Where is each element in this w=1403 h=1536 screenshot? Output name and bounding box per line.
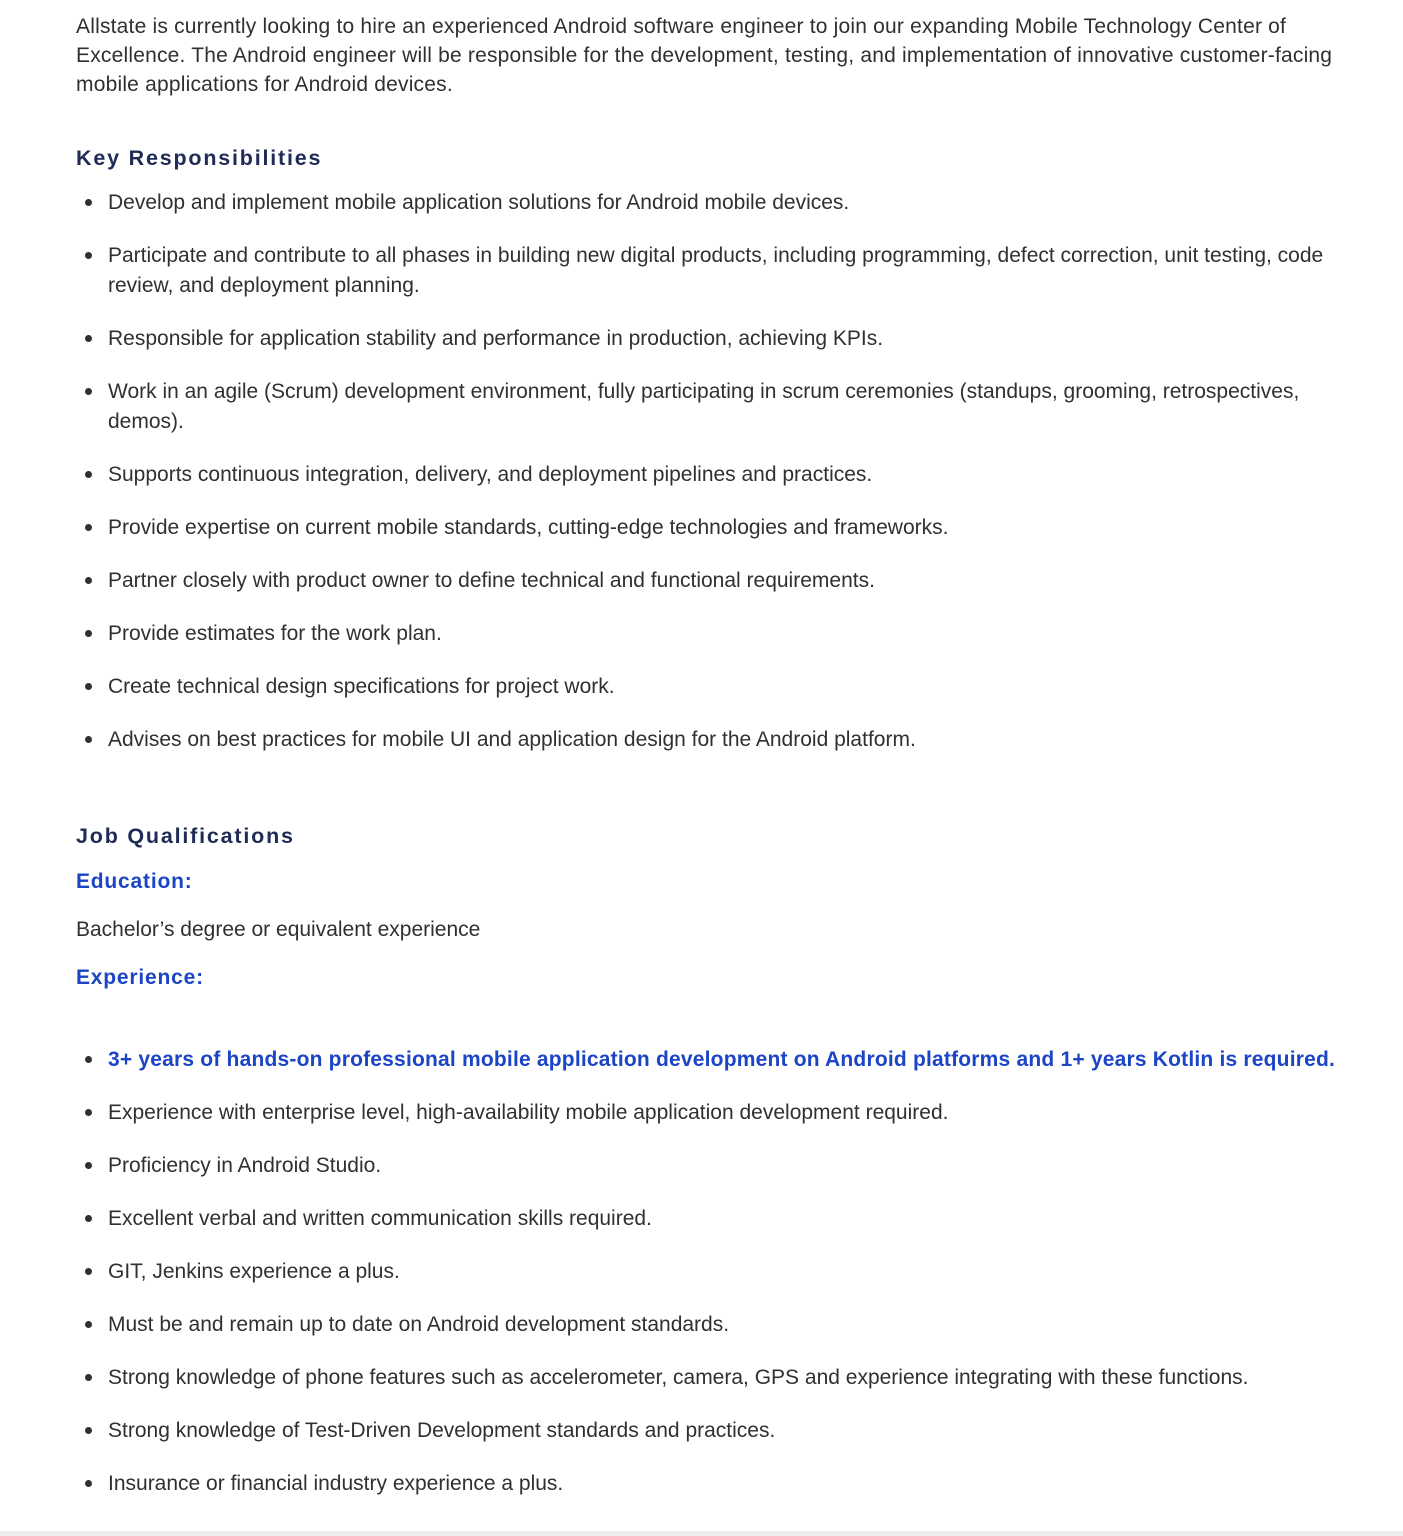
bullet-icon — [85, 683, 92, 690]
section-heading-job-qualifications: Job Qualifications — [76, 824, 295, 848]
bullet-icon — [85, 524, 92, 531]
responsibility-item — [76, 324, 1361, 354]
experience-item — [76, 1469, 1361, 1499]
experience-text: Experience with enterprise level, high-availability mobile application development required. — [108, 1101, 949, 1124]
experience-text: Excellent verbal and written communication skills required. — [108, 1207, 652, 1230]
experience-item — [76, 1151, 1361, 1181]
bullet-icon — [85, 736, 92, 743]
responsibility-item — [76, 188, 1361, 218]
bullet-icon — [85, 471, 92, 478]
bullet-icon — [85, 630, 92, 637]
experience-label: Experience: — [76, 966, 204, 989]
responsibility-text: Advises on best practices for mobile UI and application design for the Android platform. — [108, 728, 916, 751]
experience-item — [76, 1416, 1361, 1446]
responsibility-item — [76, 513, 1361, 543]
bullet-icon — [85, 1480, 92, 1487]
bullet-icon — [85, 1321, 92, 1328]
experience-text: GIT, Jenkins experience a plus. — [108, 1260, 400, 1283]
experience-item — [76, 1098, 1361, 1128]
bullet-icon — [85, 1109, 92, 1116]
responsibility-item — [76, 725, 1361, 755]
experience-list — [76, 1045, 1361, 1499]
experience-text: Strong knowledge of phone features such as accelerometer, camera, GPS and experience integrating with these functions. — [108, 1366, 1249, 1389]
experience-item — [76, 1310, 1361, 1340]
experience-text: Strong knowledge of Test-Driven Development standards and practices. — [108, 1419, 776, 1442]
responsibility-item — [76, 566, 1361, 596]
experience-text: Insurance or financial industry experience a plus. — [108, 1472, 564, 1495]
education-label: Education: — [76, 870, 193, 893]
bullet-icon — [85, 577, 92, 584]
responsibility-text: Partner closely with product owner to define technical and functional requirements. — [108, 569, 875, 592]
bottom-divider — [0, 1531, 1403, 1536]
bullet-icon — [85, 1374, 92, 1381]
bullet-icon — [85, 1056, 92, 1063]
intro-paragraph: Allstate is currently looking to hire an experienced Android software engineer to join our expanding Mobile Technology Center of Excellence. The Android engineer will be responsible for the development, testing, and implementation of innovative customer-facing mobile applications for Android devices. — [76, 15, 1333, 96]
bullet-icon — [85, 1215, 92, 1222]
responsibility-item — [76, 672, 1361, 702]
bullet-icon — [85, 1162, 92, 1169]
bullet-icon — [85, 1427, 92, 1434]
experience-item — [76, 1363, 1361, 1393]
experience-text: 3+ years of hands-on professional mobile application development on Android platforms and 1+ years Kotlin is required. — [108, 1048, 1336, 1071]
bullet-icon — [85, 388, 92, 395]
responsibility-text: Supports continuous integration, delivery, and deployment pipelines and practices. — [108, 463, 873, 486]
responsibility-item — [76, 377, 1361, 437]
experience-text: Proficiency in Android Studio. — [108, 1154, 382, 1177]
responsibility-text: Develop and implement mobile application solutions for Android mobile devices. — [108, 191, 850, 214]
responsibility-text: Create technical design specifications for project work. — [108, 675, 615, 698]
responsibility-text: Work in an agile (Scrum) development environment, fully participating in scrum ceremonies (standups, grooming, retrospectives, demos). — [108, 380, 1300, 433]
highlighted-experience-item — [76, 1045, 1361, 1075]
responsibility-item — [76, 460, 1361, 490]
responsibility-text: Provide expertise on current mobile standards, cutting-edge technologies and frameworks. — [108, 516, 949, 539]
bullet-icon — [85, 1268, 92, 1275]
responsibility-text: Provide estimates for the work plan. — [108, 622, 442, 645]
key-responsibilities-list — [76, 188, 1361, 755]
section-heading-key-responsibilities: Key Responsibilities — [76, 146, 323, 170]
experience-text: Must be and remain up to date on Android development standards. — [108, 1313, 730, 1336]
bullet-icon — [85, 335, 92, 342]
responsibility-text: Responsible for application stability and performance in production, achieving KPIs. — [108, 327, 884, 350]
responsibility-item — [76, 619, 1361, 649]
education-text: Bachelor’s degree or equivalent experience — [76, 918, 481, 941]
experience-item — [76, 1204, 1361, 1234]
experience-item — [76, 1257, 1361, 1287]
bullet-icon — [85, 199, 92, 206]
responsibility-item — [76, 241, 1361, 301]
responsibility-text: Participate and contribute to all phases in building new digital products, including programming, defect correction, unit testing, code review, and deployment planning. — [108, 244, 1324, 297]
bullet-icon — [85, 252, 92, 259]
